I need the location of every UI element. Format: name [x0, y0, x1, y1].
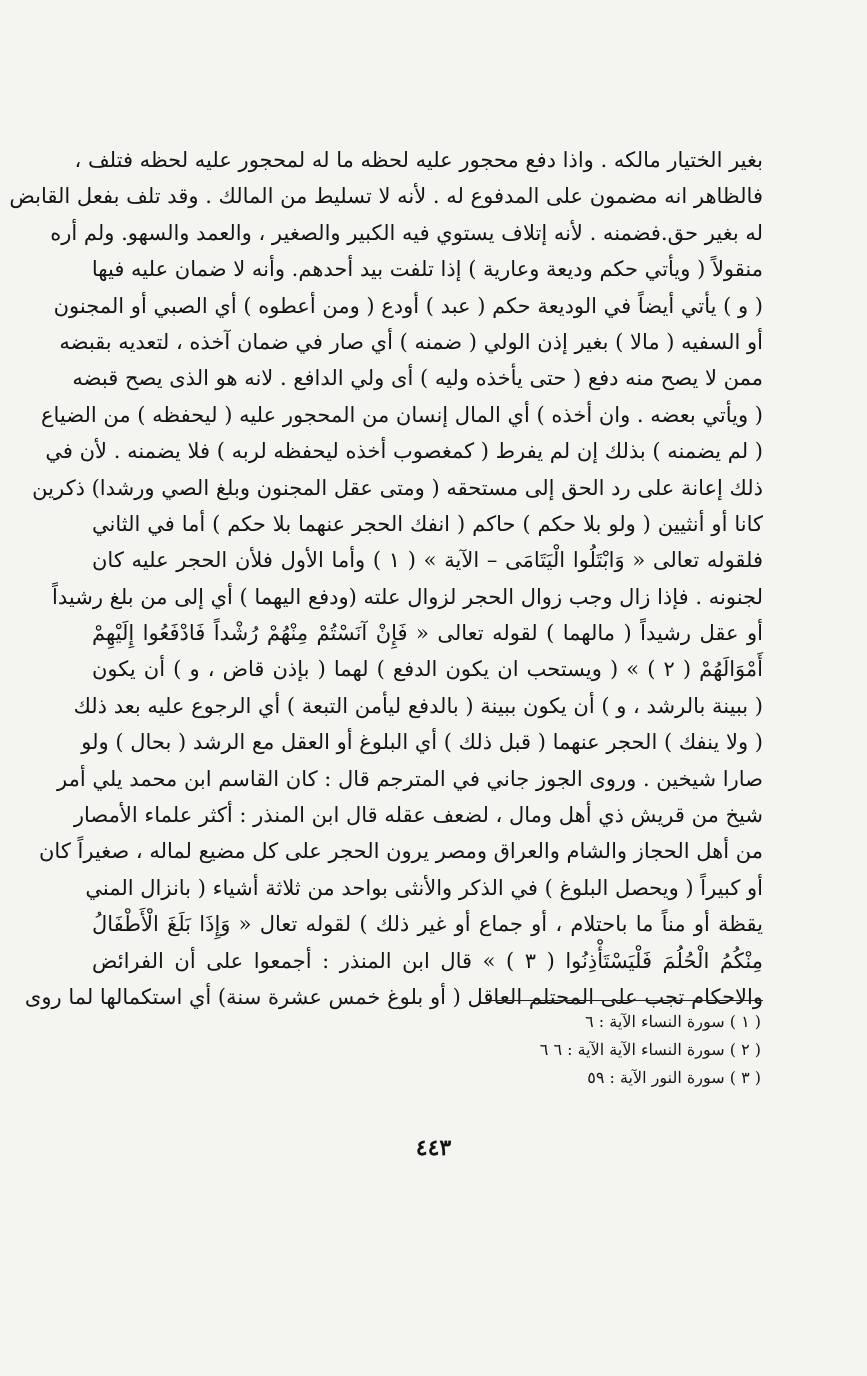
text-line: بغير الختيار مالكه . واذا دفع محجور عليه لحظه ما له لمحجور عليه لحظه فتلف ،: [74, 148, 763, 172]
text-line: يقظة أو مناً ما باحتلام ، أو جماع أو غير ذلك ) لقوله تعال « وَإِذَا بَلَغَ الْأَطْفَالُ: [92, 912, 763, 937]
footnotes: [540, 1008, 761, 1092]
text-line: أو كبيراً ( ويحصل البلوغ ) في الذكر والأنثى بواحد من ثلاثة أشياء ( بانزال المني: [85, 875, 763, 900]
text-line: شيخ من قريش ذي أهل ومال ، لضعف عقله قال ابن المنذر : أكثر علماء الأمصار: [73, 803, 763, 828]
text-line: أَمْوَالَهُمْ ( ٢ ) » ( ويستحب ان يكون الدفع ) لهما ( بإذن قاض ، و ) أن يكون: [92, 657, 763, 682]
footnote-2: ( ٢ ) سورة النساء الآية الآية : ٦ ٦: [539, 1040, 761, 1059]
text-line: ( و ) يأتي أيضاً في الوديعة حكم ( عبد ) أودع ( ومن أعطوه ) أي الصبي أو المجنون: [53, 293, 763, 318]
footnote-1: ( ١ ) سورة النساء الآية : ٦: [585, 1012, 761, 1031]
text-line: أو السفيه ( مالا ) بغير إذن الولي ( ضمنه ) أي صار في ضمان آخذه ، لتعديه بقبضه: [59, 329, 763, 354]
text-line: كانا أو أنثيين ( ولو بلا حكم ) حاكم ( انفك الحجر عنهما بلا حكم ) أما في الثاني: [92, 511, 763, 536]
body-text: [9, 142, 763, 1015]
text-line: صارا شيخين . وروى الجوز جاني في المترجم قال : كان القاسم ابن محمد يلي أمر: [56, 766, 763, 791]
text-line: ممن لا يصح منه دفع ( حتى يأخذه وليه ) أى ولي الدافع . لانه هو الذى يصح قبضه: [72, 366, 763, 391]
text-line: منقولاً ( ويأتي حكم وديعة وعارية ) إذا تلفت بيد أحدهم. وأنه لا ضمان عليه فيها: [91, 257, 763, 282]
text-line: لجنونه . فإذا زال وجب زوال الحجر لزوال علته (ودفع اليهما ) أي إلى من بلغ رشيداً: [52, 584, 763, 609]
text-line: مِنْكُمُ الْحُلُمَ فَلْيَسْتَأْذِنُوا ( ٣ ) » قال ابن المنذر : أجمعوا على أن الفرائض: [92, 948, 763, 973]
text-line: ( لم يضمنه ) بذلك إن لم يفرط ( كمغصوب أخذه ليحفظه لربه ) فلا يضمنه . لأن في: [45, 439, 763, 464]
text-line: له بغير حق.فضمنه . لأنه إتلاف يستوي فيه الكبير والصغير ، والعمد والسهو. ولم أره: [50, 220, 763, 245]
text-line: من أهل الحجاز والشام والعراق ومصر يرون الحجر على كل مضيع لماله ، صغيراً كان: [39, 839, 763, 864]
text-line: فلقوله تعالى « وَابْتَلُوا الْيَتَامَى – الآية » ( ١ ) وأما الأول فلأن الحجر عليه كان: [92, 548, 763, 573]
text-line: فالظاهر انه مضمون على المدفوع له . لأنه لا تسليط من المالك . وقد تلف بفعل القابض: [9, 184, 763, 209]
footnote-divider: [486, 1000, 763, 1001]
text-line: أو عقل رشيداً ( مالهما ) لقوله تعالى « فَإِنْ آنَسْتُمْ مِنْهُمْ رُشْداً فَادْفَعُوا إِلَيْهِمْ: [92, 621, 763, 646]
text-line: ( ولا ينفك ) الحجر عنهما ( قبل ذلك ) أي البلوغ أو العقل مع الرشد ( بحال ) ولو: [81, 730, 763, 755]
text-line: ذلك إعانة على رد الحق إلى مستحقه ( ومتى عقل المجنون وبلغ الصي ورشدا) ذكرين: [32, 475, 763, 500]
text-line: ( ويأتي بعضه . وان أخذه ) أي المال إنسان من المحجور عليه ( ليحفظه ) من الضياع: [40, 402, 763, 427]
footnote-3: ( ٣ ) سورة النور الآية : ٥٩: [587, 1068, 761, 1087]
text-line: والاحكام تجب على المحتلم العاقل ( أو بلوغ خمس عشرة سنة) أي استكمالها لما روى: [24, 984, 763, 1009]
page-number: ٤٤٣: [415, 1135, 452, 1161]
text-line: ( ببينة بالرشد ، و ) أن يكون ببينة ( بالدفع ليأمن التبعة ) أي الرجوع عليه بعد ذلك: [73, 693, 763, 718]
